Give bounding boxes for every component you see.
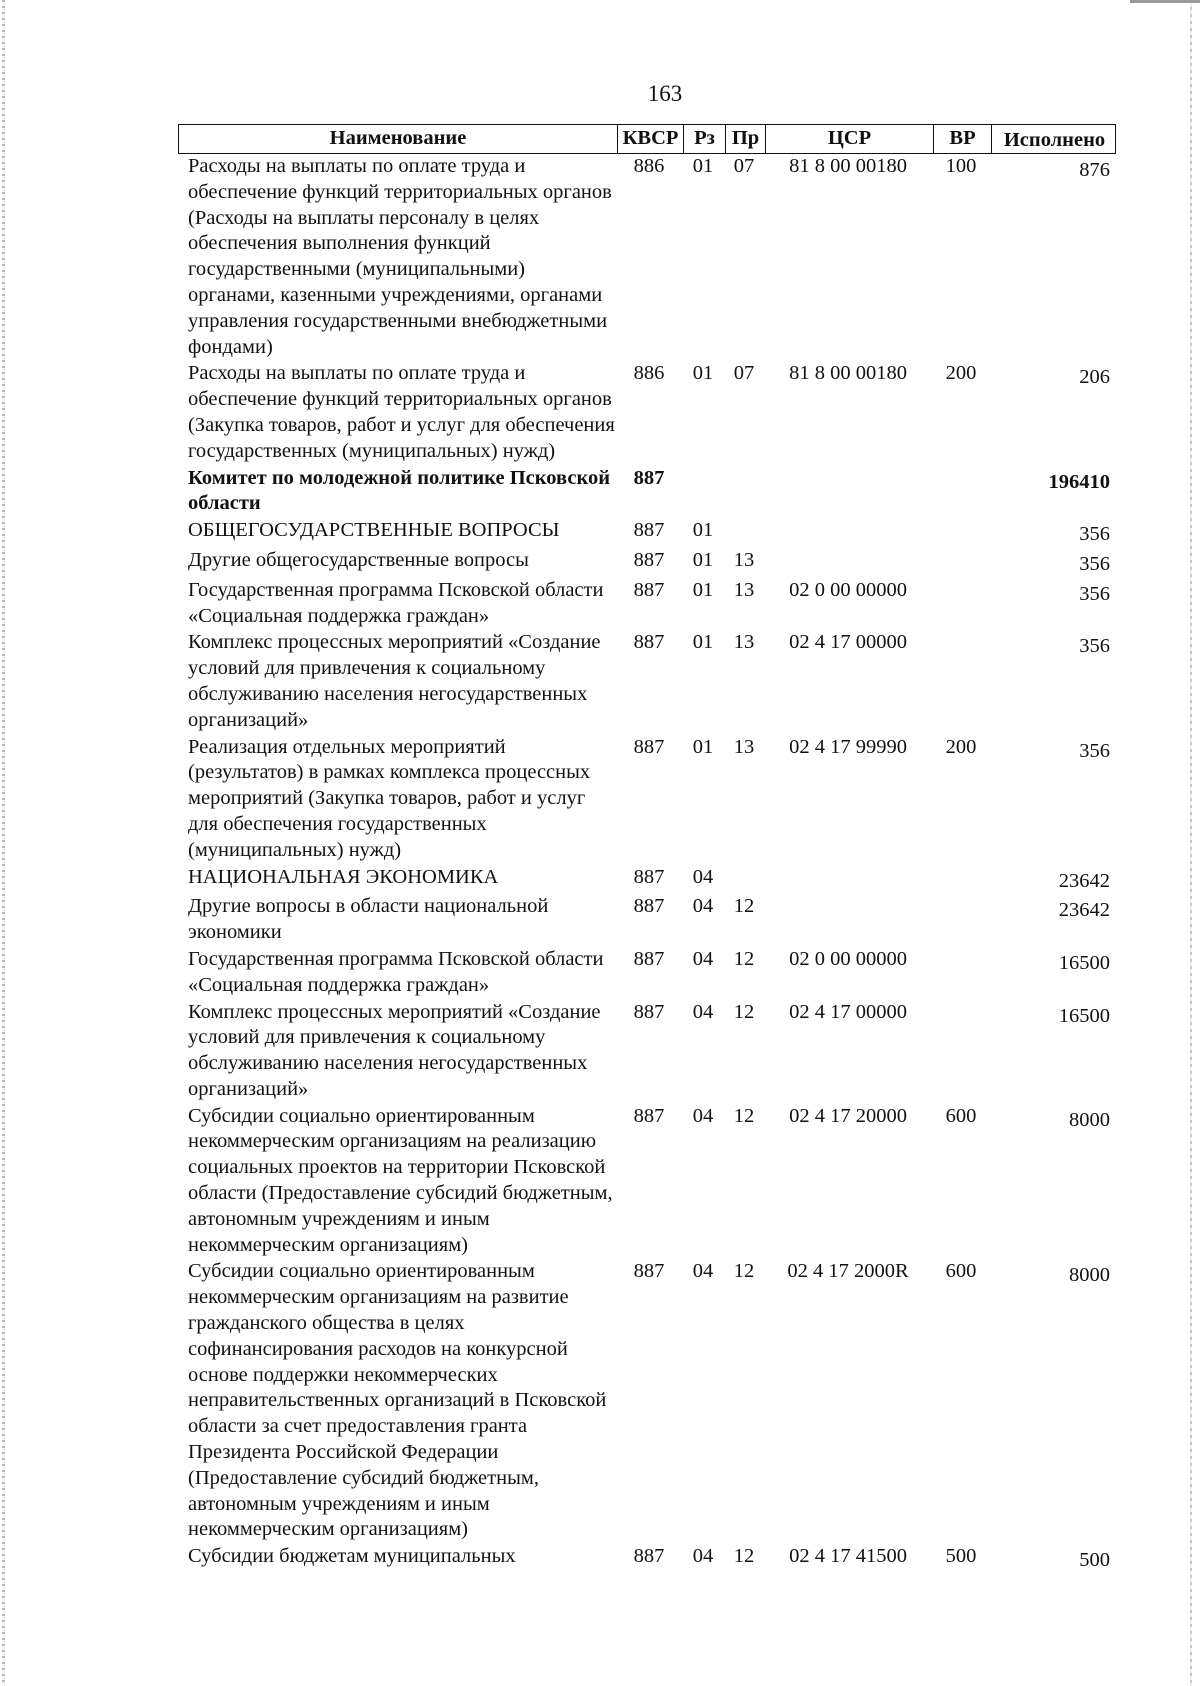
row-rz: 04 bbox=[692, 1545, 714, 1568]
row-executed: 8000 bbox=[1069, 1108, 1110, 1131]
row-name: Государственная программа Псковской области «Социальная поддержка граждан» bbox=[188, 578, 604, 627]
header-name: Наименование bbox=[329, 127, 467, 150]
row-rz: 01 bbox=[692, 155, 714, 177]
table-row bbox=[178, 1544, 1116, 1574]
row-csr: 81 8 00 00180 bbox=[789, 362, 907, 385]
header-rz: Рз bbox=[683, 125, 725, 153]
row-kvsr: 887 bbox=[633, 1000, 665, 1023]
row-executed: 356 bbox=[1079, 582, 1110, 605]
row-rz: 04 bbox=[692, 1000, 714, 1023]
row-rz: 04 bbox=[692, 947, 714, 970]
row-kvsr: 887 bbox=[633, 735, 665, 758]
row-pr: 12 bbox=[733, 1104, 755, 1127]
header-vr: ВР bbox=[933, 125, 991, 153]
row-name: Другие вопросы в области национальной экономики bbox=[188, 895, 549, 944]
row-vr: 200 bbox=[945, 735, 977, 758]
table-row bbox=[178, 548, 1116, 578]
table-row bbox=[178, 865, 1116, 895]
row-pr: 12 bbox=[733, 1000, 755, 1023]
header-pr: Пр bbox=[725, 125, 765, 153]
table-row bbox=[178, 1104, 1116, 1259]
row-executed: 356 bbox=[1079, 635, 1110, 658]
row-vr: 600 bbox=[945, 1260, 977, 1283]
page-number: 163 bbox=[647, 81, 683, 106]
row-kvsr: 887 bbox=[633, 1545, 665, 1568]
row-executed: 206 bbox=[1079, 366, 1110, 389]
row-csr: 02 4 17 00000 bbox=[789, 1000, 907, 1023]
header-executed: Исполнено bbox=[991, 125, 1117, 153]
row-csr: 02 4 17 41500 bbox=[789, 1545, 907, 1568]
row-executed: 23642 bbox=[1058, 869, 1110, 892]
row-rz: 04 bbox=[692, 865, 714, 888]
row-pr: 12 bbox=[733, 947, 755, 970]
row-executed: 356 bbox=[1079, 739, 1110, 762]
row-csr: 02 4 17 99990 bbox=[789, 735, 907, 758]
row-executed: 356 bbox=[1079, 523, 1110, 546]
header-kvsr: КВСР bbox=[617, 125, 683, 153]
row-rz: 01 bbox=[692, 578, 714, 601]
row-csr: 02 4 17 20000 bbox=[789, 1104, 907, 1127]
row-executed: 16500 bbox=[1058, 951, 1110, 974]
row-name: Реализация отдельных мероприятий (результатов) в рамках комплекса процессных мероприятий (Закупка товаров, работ и услуг для обеспечения государственных (муниципальных) нужд) bbox=[188, 735, 591, 861]
row-pr: 12 bbox=[733, 1545, 755, 1568]
table-row bbox=[178, 947, 1116, 999]
row-name: Расходы на выплаты по оплате труда и обеспечение функций территориальных органов (Расходы на выплаты персоналу в целях обеспечения выполнения функций государственными (муниципальными) органами, казенными учреждениями, органами управления государственными внебюджетными фондами) bbox=[188, 155, 612, 358]
row-pr: 13 bbox=[733, 735, 755, 758]
row-executed: 500 bbox=[1079, 1549, 1110, 1572]
table-row bbox=[178, 1000, 1116, 1103]
row-kvsr: 887 bbox=[633, 548, 665, 571]
table-row bbox=[178, 361, 1116, 464]
table-row bbox=[178, 630, 1116, 733]
row-executed: 196410 bbox=[1048, 470, 1110, 493]
row-name: Комплекс процессных мероприятий «Создание условий для привлечения к социальному обслуживанию населения негосударственных организаций» bbox=[188, 1000, 601, 1100]
table-row bbox=[178, 518, 1116, 548]
scan-edge-right bbox=[1190, 0, 1192, 1686]
row-pr: 12 bbox=[733, 895, 755, 918]
row-kvsr: 887 bbox=[633, 895, 665, 918]
row-csr: 81 8 00 00180 bbox=[789, 155, 907, 177]
row-csr: 02 0 00 00000 bbox=[789, 947, 907, 970]
table-row bbox=[178, 466, 1116, 518]
row-kvsr: 887 bbox=[633, 865, 665, 888]
budget-table bbox=[178, 124, 1116, 1574]
row-name: Субсидии социально ориентированным некоммерческим организациям на развитие гражданского общества в целях софинансирования расходов на конкурсной основе поддержки некоммерческих неправительственных организаций в Псковской области за счет предоставления гранта Президента Российской Федерации (Предоставление субсидий бюджетным, автономным учреждениям и иным некоммерческим организациям) bbox=[188, 1260, 607, 1541]
row-pr: 13 bbox=[733, 631, 755, 654]
row-vr: 200 bbox=[945, 362, 977, 385]
row-rz: 04 bbox=[692, 895, 714, 918]
row-name: Другие общегосударственные вопросы bbox=[188, 548, 529, 571]
row-rz: 04 bbox=[692, 1104, 714, 1127]
row-executed: 356 bbox=[1079, 552, 1110, 575]
row-rz: 01 bbox=[692, 735, 714, 758]
table-header bbox=[178, 124, 1116, 154]
row-kvsr: 887 bbox=[633, 1104, 665, 1127]
row-csr: 02 4 17 2000R bbox=[787, 1260, 909, 1283]
scan-corner-mark bbox=[1130, 0, 1200, 3]
row-executed: 8000 bbox=[1069, 1264, 1110, 1287]
row-executed: 876 bbox=[1079, 159, 1110, 181]
row-kvsr: 887 bbox=[633, 947, 665, 970]
scan-edge-left bbox=[2, 0, 5, 1686]
row-name: Субсидии социально ориентированным некоммерческим организациям на реализацию социальных проектов на территории Псковской области (Предоставление субсидий бюджетным, автономным учреждениям и иным некоммерческим организациям) bbox=[188, 1104, 613, 1256]
row-kvsr: 887 bbox=[633, 578, 665, 601]
row-rz: 01 bbox=[692, 548, 714, 571]
row-kvsr: 886 bbox=[633, 362, 665, 385]
row-rz: 01 bbox=[692, 631, 714, 654]
row-vr: 100 bbox=[945, 155, 977, 177]
row-kvsr: 887 bbox=[633, 466, 665, 489]
row-name: Комитет по молодежной политике Псковской области bbox=[188, 466, 611, 515]
row-csr: 02 4 17 00000 bbox=[789, 631, 907, 654]
row-name: Субсидии бюджетам муниципальных bbox=[188, 1545, 516, 1568]
row-rz: 01 bbox=[692, 519, 714, 542]
table-row bbox=[178, 735, 1116, 864]
row-vr: 600 bbox=[945, 1104, 977, 1127]
row-kvsr: 887 bbox=[633, 631, 665, 654]
row-pr: 13 bbox=[733, 548, 755, 571]
row-pr: 07 bbox=[733, 155, 755, 177]
row-executed: 16500 bbox=[1058, 1004, 1110, 1027]
row-pr: 07 bbox=[733, 362, 755, 385]
header-csr: ЦСР bbox=[765, 125, 933, 153]
row-vr: 500 bbox=[945, 1545, 977, 1568]
row-name: Комплекс процессных мероприятий «Создание условий для привлечения к социальному обслуживанию населения негосударственных организаций» bbox=[188, 631, 601, 731]
row-kvsr: 887 bbox=[633, 1260, 665, 1283]
table-row bbox=[178, 154, 1116, 360]
row-kvsr: 887 bbox=[633, 519, 665, 542]
row-pr: 12 bbox=[733, 1260, 755, 1283]
table-row bbox=[178, 894, 1116, 946]
table-row bbox=[178, 1259, 1116, 1543]
row-name: НАЦИОНАЛЬНАЯ ЭКОНОМИКА bbox=[188, 865, 499, 888]
row-rz: 01 bbox=[692, 362, 714, 385]
table-row bbox=[178, 578, 1116, 630]
row-rz: 04 bbox=[692, 1260, 714, 1283]
row-name: Расходы на выплаты по оплате труда и обеспечение функций территориальных органов (Закупка товаров, работ и услуг для обеспечения государственных (муниципальных) нужд) bbox=[188, 362, 615, 462]
row-pr: 13 bbox=[733, 578, 755, 601]
row-kvsr: 886 bbox=[633, 155, 665, 177]
row-name: Государственная программа Псковской области «Социальная поддержка граждан» bbox=[188, 947, 604, 996]
row-executed: 23642 bbox=[1058, 899, 1110, 922]
row-csr: 02 0 00 00000 bbox=[789, 578, 907, 601]
row-name: ОБЩЕГОСУДАРСТВЕННЫЕ ВОПРОСЫ bbox=[188, 519, 560, 542]
